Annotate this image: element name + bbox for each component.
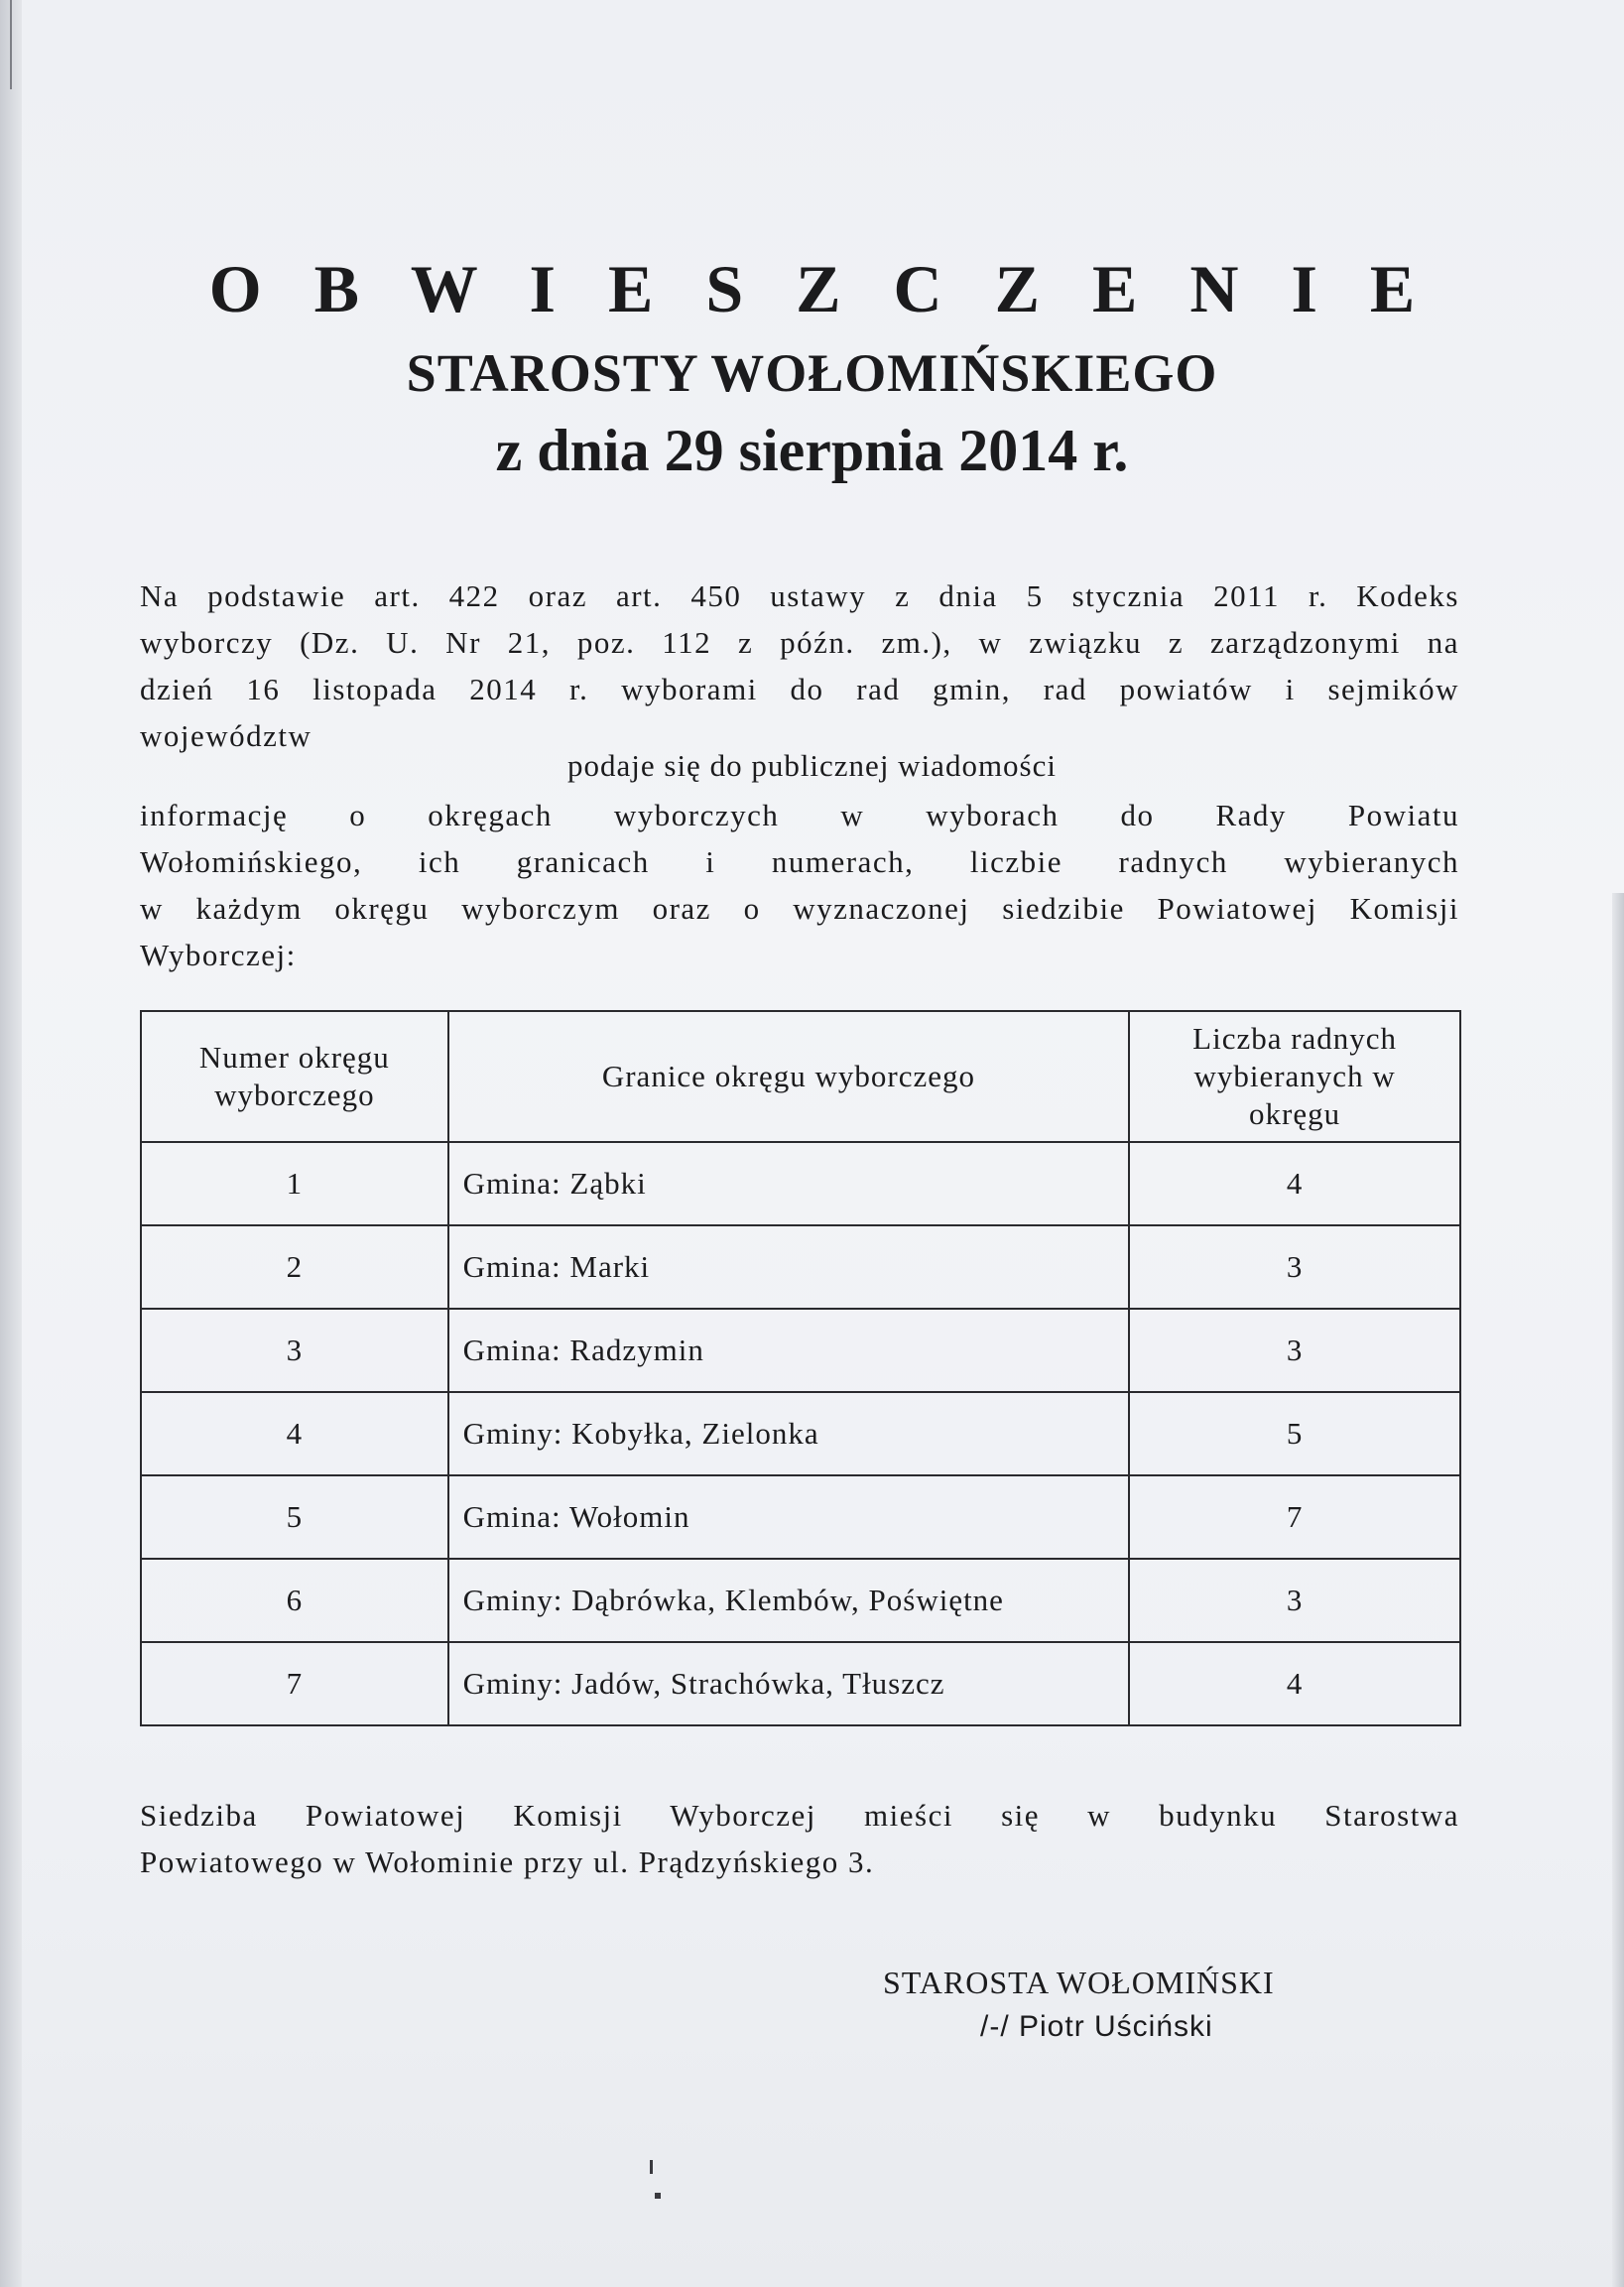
announcement-line: podaje się do publicznej wiadomości — [567, 748, 1057, 783]
row-number: 7 — [141, 1642, 448, 1725]
paper-speck — [650, 2160, 653, 2174]
header-borders: Granice okręgu wyborczego — [448, 1011, 1130, 1142]
intro-line-4: województw — [140, 718, 312, 753]
intro-line-1: Na podstawie art. 422 oraz art. 450 ustawy z dnia 5 stycznia 2011 r. Kodeks — [140, 578, 1459, 613]
row-number: 1 — [141, 1142, 448, 1225]
header-count: Liczba radnych wybieranych w okręgu — [1129, 1011, 1460, 1142]
signature-name: /-/ Piotr Uściński — [980, 2010, 1213, 2043]
row-number: 3 — [141, 1309, 448, 1392]
row-count: 5 — [1129, 1392, 1460, 1475]
row-number: 4 — [141, 1392, 448, 1475]
notice-title: O B W I E S Z C Z E N I E — [208, 251, 1434, 326]
row-number: 2 — [141, 1225, 448, 1309]
row-count: 4 — [1129, 1142, 1460, 1225]
row-count: 3 — [1129, 1309, 1460, 1392]
row-borders: Gminy: Jadów, Strachówka, Tłuszcz — [448, 1642, 1130, 1725]
seat-line-2: Powiatowego w Wołominie przy ul. Prądzyńskiego 3. — [140, 1844, 875, 1879]
info-line-3: w każdym okręgu wyborczym oraz o wyznaczonej siedzibie Powiatowej Komisji — [140, 891, 1459, 926]
table-row — [141, 1142, 1460, 1225]
paper-right-edge — [1612, 893, 1624, 2287]
row-count: 4 — [1129, 1642, 1460, 1725]
notice-date: z dnia 29 sierpnia 2014 r. — [495, 418, 1129, 483]
row-count: 3 — [1129, 1559, 1460, 1642]
table-row — [141, 1642, 1460, 1725]
row-number: 5 — [141, 1475, 448, 1559]
table-row — [141, 1475, 1460, 1559]
info-line-4: Wyborczej: — [140, 938, 297, 972]
row-borders: Gmina: Radzymin — [448, 1309, 1130, 1392]
row-borders: Gminy: Dąbrówka, Klembów, Poświętne — [448, 1559, 1130, 1642]
header-number: Numer okręgu wyborczego — [141, 1011, 448, 1142]
table-row — [141, 1225, 1460, 1309]
info-line-1: informację o okręgach wyborczych w wyborach do Rady Powiatu — [140, 798, 1459, 832]
table-row — [141, 1309, 1460, 1392]
row-borders: Gmina: Marki — [448, 1225, 1130, 1309]
intro-line-3: dzień 16 listopada 2014 r. wyborami do rad gmin, rad powiatów i sejmików — [140, 672, 1459, 706]
row-number: 6 — [141, 1559, 448, 1642]
districts-table — [140, 1010, 1461, 1726]
row-borders: Gmina: Wołomin — [448, 1475, 1130, 1559]
info-line-2: Wołomińskiego, ich granicach i numerach, liczbie radnych wybieranych — [140, 844, 1459, 879]
row-borders: Gminy: Kobyłka, Zielonka — [448, 1392, 1130, 1475]
table-header-row — [141, 1011, 1460, 1142]
signature-title: STAROSTA WOŁOMIŃSKI — [883, 1965, 1275, 2000]
notice-issuer: STAROSTY WOŁOMIŃSKIEGO — [406, 343, 1218, 403]
seat-line-1: Siedziba Powiatowej Komisji Wyborczej mieści się w budynku Starostwa — [140, 1798, 1459, 1833]
paper-speck — [655, 2193, 661, 2199]
row-borders: Gmina: Ząbki — [448, 1142, 1130, 1225]
table-row — [141, 1559, 1460, 1642]
paper-fold-line — [10, 0, 12, 89]
intro-line-2: wyborczy (Dz. U. Nr 21, poz. 112 z późn. zm.), w związku z zarządzonymi na — [140, 625, 1459, 660]
row-count: 3 — [1129, 1225, 1460, 1309]
table-row — [141, 1392, 1460, 1475]
row-count: 7 — [1129, 1475, 1460, 1559]
